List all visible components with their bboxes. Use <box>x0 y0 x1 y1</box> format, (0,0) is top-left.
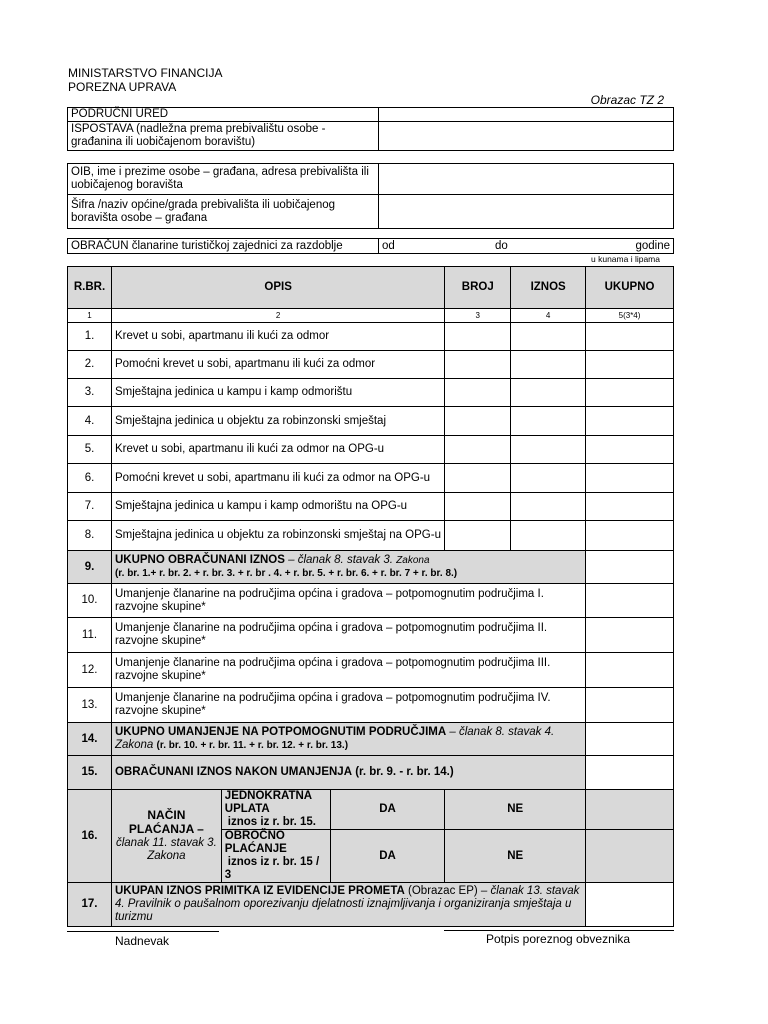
row-description: Krevet u sobi, apartmanu ili kući za odmor <box>111 323 444 351</box>
row-description: Smještajna jedinica u objektu za robinzonski smještaj na OPG-u <box>111 521 444 551</box>
row14-formula: (r. br. 10. + r. br. 11. + r. br. 12. + r. br. 13.) <box>156 740 349 751</box>
row-number: 14. <box>68 723 112 756</box>
ministry-name: MINISTARSTVO FINANCIJA <box>68 66 223 80</box>
ukupno-cell[interactable] <box>586 618 674 653</box>
broj-cell[interactable] <box>445 351 511 379</box>
row-number: 6. <box>68 464 112 493</box>
col-index: 1 <box>68 309 112 323</box>
row-description: Smještajna jedinica u objektu za robinzonski smještaj <box>111 407 444 436</box>
period-field[interactable] <box>379 239 674 254</box>
col-broj: BROJ <box>445 267 511 309</box>
row-number: 9. <box>68 551 112 584</box>
iznos-cell[interactable] <box>511 464 586 493</box>
opt1-title: JEDNOKRATNA UPLATA <box>224 790 312 815</box>
iznos-cell[interactable] <box>511 436 586 464</box>
municipality-code-label: Šifra /naziv općine/grada prebivališta ili uobičajenog boravišta osobe – građana <box>68 195 379 229</box>
row-number: 3. <box>68 379 112 407</box>
row-description <box>111 551 585 584</box>
col-index: 3 <box>445 309 511 323</box>
table-row <box>68 407 674 436</box>
row-description: Pomoćni krevet u sobi, apartmanu ili kući za odmor na OPG-u <box>111 464 444 493</box>
row17-ref: – članak 13. stavak 4. Pravilnik o paušalnom oporezivanju djelatnosti iznajmljivanja i organiziranja smještaja u turizmu <box>114 885 580 923</box>
table-row <box>68 688 674 723</box>
col-index: 5(3*4) <box>586 309 674 323</box>
ukupno-cell[interactable] <box>586 756 674 790</box>
row-description <box>111 723 585 756</box>
date-line <box>67 931 219 932</box>
row-number: 13. <box>68 688 112 723</box>
iznos-cell[interactable] <box>511 379 586 407</box>
row17-title: UKUPAN IZNOS PRIMITKA IZ EVIDENCIJE PROMETA <box>114 885 405 897</box>
signature-label: Potpis poreznog obveznika <box>486 932 631 946</box>
row-description: Pomoćni krevet u sobi, apartmanu ili kući za odmor <box>111 351 444 379</box>
table-row <box>68 521 674 551</box>
row14-ref: – članak 8. stavak 4. Zakona <box>114 726 555 751</box>
row9-formula: (r. br. 1.+ r. br. 2. + r. br. 3. + r. br . 4. + r. br. 5. + r. br. 6. + r. br. 7 + r. br. 8.) <box>114 568 458 579</box>
col-ukupno: UKUPNO <box>586 267 674 309</box>
payment-method-row <box>68 790 674 830</box>
row-description: Umanjenje članarine na područjima općina i gradova – potpomognutim područjima IV. razvojne skupine* <box>111 688 585 723</box>
ukupno-cell[interactable] <box>586 323 674 351</box>
installment-payment-label <box>221 830 330 883</box>
single-payment-label <box>221 790 330 830</box>
table-row <box>68 323 674 351</box>
total-reduction-row <box>68 723 674 756</box>
broj-cell[interactable] <box>445 379 511 407</box>
row-number: 12. <box>68 653 112 688</box>
ukupno-cell[interactable] <box>586 723 674 756</box>
table-row <box>68 653 674 688</box>
row15-formula: (r. br. 9. - r. br. 14.) <box>355 766 454 778</box>
header-row <box>68 267 674 309</box>
row15-title: OBRAČUNANI IZNOS NAKON UMANJENJA <box>114 766 353 778</box>
single-payment-yes[interactable]: DA <box>330 790 445 830</box>
row-number: 8. <box>68 521 112 551</box>
signature-line <box>444 930 674 931</box>
ukupno-cell[interactable] <box>586 584 674 618</box>
total-calculated-row <box>68 551 674 584</box>
row-description: Krevet u sobi, apartmanu ili kući za odmor na OPG-u <box>111 436 444 464</box>
payment-empty-cell <box>586 830 674 883</box>
row9-title: UKUPNO OBRAČUNANI IZNOS <box>114 554 285 566</box>
table-row <box>68 379 674 407</box>
col-iznos: IZNOS <box>511 267 586 309</box>
row-description <box>111 756 585 790</box>
ukupno-cell[interactable] <box>586 379 674 407</box>
row-number: 7. <box>68 493 112 521</box>
payment-method-label <box>111 790 221 883</box>
opt1-sub: iznos iz r. br. 15. <box>227 816 316 828</box>
col-index: 4 <box>511 309 586 323</box>
opt2-title: OBROČNO PLAĆANJE <box>224 830 287 855</box>
col-index: 2 <box>111 309 444 323</box>
oib-field[interactable] <box>379 164 674 195</box>
table-row <box>68 351 674 379</box>
broj-cell[interactable] <box>445 521 511 551</box>
ukupno-cell[interactable] <box>586 351 674 379</box>
table-row <box>68 464 674 493</box>
row-description: Smještajna jedinica u kampu i kamp odmorištu na OPG-u <box>111 493 444 521</box>
installment-payment-no[interactable]: NE <box>445 830 586 883</box>
row-description: Umanjenje članarine na područjima općina i gradova – potpomognutim područjima I. razvojne skupine* <box>111 584 585 618</box>
broj-cell[interactable] <box>445 436 511 464</box>
period-from-label: od <box>382 239 395 252</box>
row-description <box>111 883 585 927</box>
row-description: Umanjenje članarine na područjima općina i gradova – potpomognutim područjima III. razvojne skupine* <box>111 653 585 688</box>
row9-ref: – članak 8. stavak 3. <box>288 554 393 566</box>
installment-payment-yes[interactable]: DA <box>330 830 445 883</box>
regional-office-label: PODRUČNI URED <box>68 108 379 122</box>
iznos-cell[interactable] <box>511 407 586 436</box>
row17-form-ref: (Obrazac EP) <box>408 885 478 897</box>
iznos-cell[interactable] <box>511 521 586 551</box>
period-table <box>67 238 674 254</box>
ukupno-cell[interactable] <box>586 521 674 551</box>
ukupno-cell[interactable] <box>586 883 674 927</box>
form-code: Obrazac TZ 2 <box>590 93 664 107</box>
iznos-cell[interactable] <box>511 323 586 351</box>
person-table <box>67 163 674 229</box>
ukupno-cell[interactable] <box>586 407 674 436</box>
broj-cell[interactable] <box>445 493 511 521</box>
broj-cell[interactable] <box>445 464 511 493</box>
row9-ref2: Zakona <box>396 555 430 566</box>
row-number: 4. <box>68 407 112 436</box>
row-number: 17. <box>68 883 112 927</box>
row16-ref: članak 11. stavak 3. Zakona <box>115 837 217 862</box>
branch-label: ISPOSTAVA (nadležna prema prebivalištu osobe - građanina ili uobičajenom boravištu) <box>68 122 379 151</box>
amount-after-reduction-row <box>68 756 674 790</box>
units-note: u kunama i lipama <box>591 254 660 264</box>
row-number: 16. <box>68 790 112 883</box>
row-number: 11. <box>68 618 112 653</box>
row-number: 2. <box>68 351 112 379</box>
payment-empty-cell <box>586 790 674 830</box>
office-table <box>67 107 674 151</box>
row-description: Smještajna jedinica u kampu i kamp odmorištu <box>111 379 444 407</box>
iznos-cell[interactable] <box>511 493 586 521</box>
table-row <box>68 584 674 618</box>
row-number: 1. <box>68 323 112 351</box>
ukupno-cell[interactable] <box>586 493 674 521</box>
broj-cell[interactable] <box>445 323 511 351</box>
iznos-cell[interactable] <box>511 351 586 379</box>
table-row <box>68 618 674 653</box>
row-description: Umanjenje članarine na područjima općina i gradova – potpomognutim područjima II. razvojne skupine* <box>111 618 585 653</box>
municipality-code-field[interactable] <box>379 195 674 229</box>
agency-name: POREZNA UPRAVA <box>68 80 177 94</box>
oib-label: OIB, ime i prezime osobe – građana, adresa prebivališta ili uobičajenog boravišta <box>68 164 379 195</box>
col-opis: OPIS <box>111 267 444 309</box>
total-income-row <box>68 883 674 927</box>
single-payment-no[interactable]: NE <box>445 790 586 830</box>
row14-title: UKUPNO UMANJENJE NA POTPOMOGNUTIM PODRUČJIMA <box>114 726 447 738</box>
branch-field[interactable] <box>379 122 674 151</box>
row-number: 5. <box>68 436 112 464</box>
period-year-label: godine <box>635 240 670 252</box>
period-to-label: do <box>495 240 508 252</box>
row-number: 15. <box>68 756 112 790</box>
ukupno-cell[interactable] <box>586 436 674 464</box>
ukupno-cell[interactable] <box>586 653 674 688</box>
period-label: OBRAČUN članarine turističkoj zajednici za razdoblje <box>68 239 379 254</box>
col-rbr: R.BR. <box>68 267 112 309</box>
column-index-row <box>68 309 674 323</box>
opt2-sub: iznos iz r. br. 15 / 3 <box>224 856 320 881</box>
main-table <box>67 266 674 927</box>
date-label: Nadnevak <box>115 934 170 948</box>
table-row <box>68 436 674 464</box>
row16-title: NAČIN PLAĆANJA – <box>128 808 204 836</box>
broj-cell[interactable] <box>445 407 511 436</box>
ukupno-cell[interactable] <box>586 688 674 723</box>
table-row <box>68 493 674 521</box>
regional-office-field[interactable] <box>379 108 674 122</box>
ukupno-cell[interactable] <box>586 551 674 584</box>
ukupno-cell[interactable] <box>586 464 674 493</box>
row-number: 10. <box>68 584 112 618</box>
